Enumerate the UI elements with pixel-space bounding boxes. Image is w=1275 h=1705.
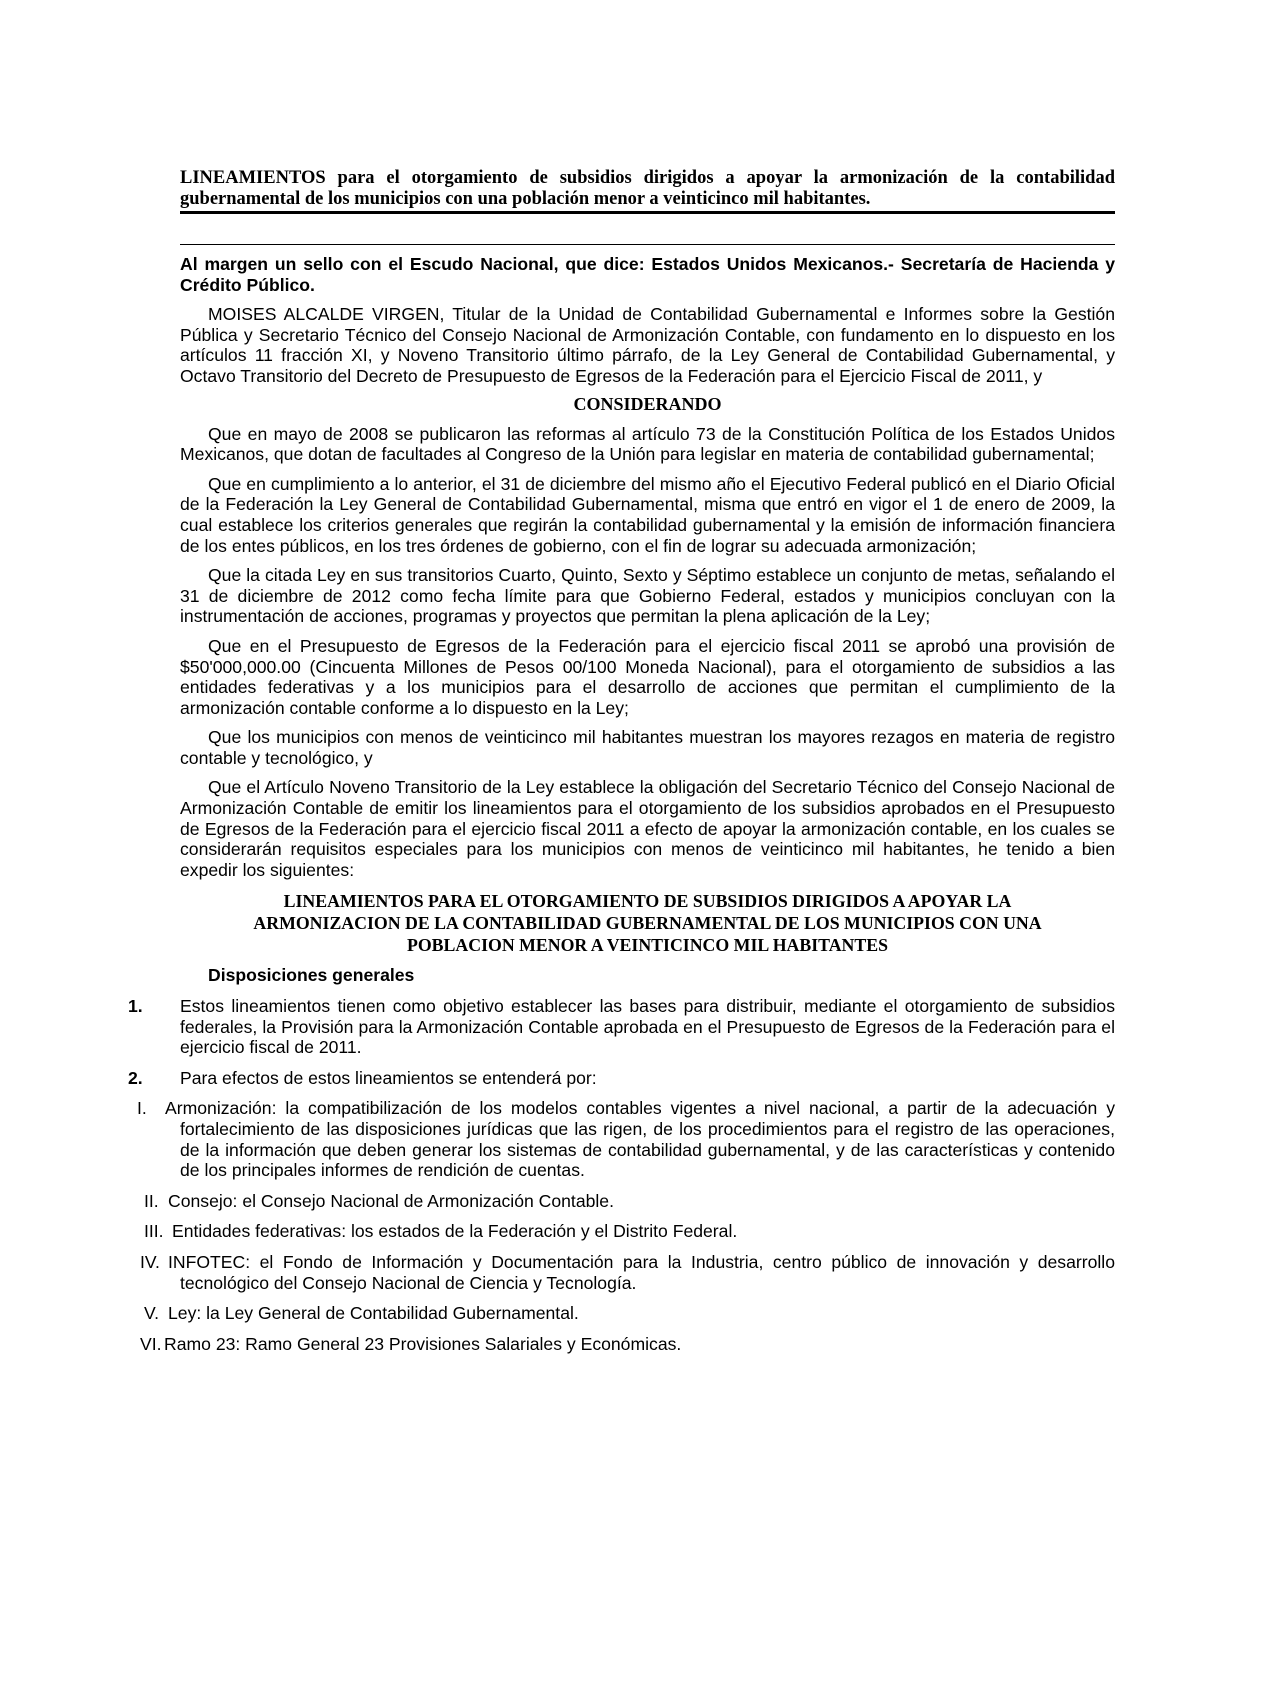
- item-text: Para efectos de estos lineamientos se entenderá por:: [180, 1067, 597, 1088]
- title-line-1: LINEAMIENTOS para el otorgamiento de subsidios dirigidos a apoyar la armonización de la contabilidad: [180, 168, 1115, 188]
- definition-item: [140, 1251, 1115, 1293]
- item-number: 2.: [128, 1067, 143, 1088]
- considerando-paragraph: Que los municipios con menos de veinticinco mil habitantes muestran los mayores rezagos en materia de registro contable y tecnológico, y: [180, 727, 1115, 768]
- definition-number: V.: [144, 1303, 160, 1324]
- main-heading-line-1: LINEAMIENTOS PARA EL OTORGAMIENTO DE SUBSIDIOS DIRIGIDOS A APOYAR LA: [283, 891, 1012, 912]
- definition-text: Consejo: el Consejo Nacional de Armonización Contable.: [168, 1190, 614, 1211]
- definition-number: VI.: [140, 1333, 162, 1354]
- item-text: Estos lineamientos tienen como objetivo establecer las bases para distribuir, mediante el otorgamiento de subsidios federales, la Provisión para la Armonización Contable aprobada en el Presupuesto de Egresos de la Federación para el ejercicio fiscal de 2011.: [180, 996, 1115, 1058]
- definition-item: [140, 1333, 1115, 1355]
- definition-text: Ley: la Ley General de Contabilidad Gubernamental.: [168, 1303, 579, 1324]
- considerando-paragraph: Que el Artículo Noveno Transitorio de la Ley establece la obligación del Secretario Técnico del Consejo Nacional de Armonización Contable de emitir los lineamientos para el otorgamiento de los subsidios aprobados en el Presupuesto de Egresos de la Federación para el ejercicio fiscal 2011 a efecto de apoyar la armonización contable, en los cuales se considerarán requisitos especiales para los municipios con menos de veinticinco mil habitantes, he tenido a bien expedir los siguientes:: [180, 777, 1115, 880]
- definition-text: Ramo 23: Ramo General 23 Provisiones Salariales y Económicas.: [164, 1333, 682, 1354]
- margin-note: Al margen un sello con el Escudo Nacional, que dice: Estados Unidos Mexicanos.- Secretaría de Hacienda y Crédito Público.: [180, 254, 1115, 295]
- definition-text: INFOTEC: el Fondo de Información y Documentación para la Industria, centro público de innovación y desarrollo tecnológico del Consejo Nacional de Ciencia y Tecnología.: [168, 1251, 1115, 1293]
- main-heading: [180, 890, 1115, 956]
- definition-item: [144, 1221, 1115, 1242]
- definition-number: II.: [144, 1190, 159, 1211]
- main-heading-line-2: ARMONIZACION DE LA CONTABILIDAD GUBERNAMENTAL DE LOS MUNICIPIOS CON UNA: [253, 913, 1042, 934]
- considerando-paragraph: Que la citada Ley en sus transitorios Cuarto, Quinto, Sexto y Séptimo establece un conjunto de metas, señalando el 31 de diciembre de 2012 como fecha límite para que Gobierno Federal, estados y municipios concluyan con la instrumentación de acciones, programas y proyectos que permitan la plena aplicación de la Ley;: [180, 565, 1115, 627]
- numbered-item: [128, 1067, 1115, 1089]
- considerando-paragraph: Que en el Presupuesto de Egresos de la Federación para el ejercicio fiscal 2011 se aprobó una provisión de $50'000,000.00 (Cincuenta Millones de Pesos 00/100 Moneda Nacional), para el otorgamiento de subsidios a las entidades federativas y a los municipios para el desarrollo de acciones que permitan el cumplimiento de la armonización contable conforme a lo dispuesto en la Ley;: [180, 635, 1115, 718]
- title-rule-thick: [180, 211, 1115, 214]
- considerando-paragraph: Que en cumplimiento a lo anterior, el 31 de diciembre del mismo año el Ejecutivo Federal publicó en el Diario Oficial de la Federación la Ley General de Contabilidad Gubernamental, misma que entró en vigor el 1 de enero de 2009, la cual establece los criterios generales que regirán la contabilidad gubernamental y la emisión de información financiera de los entes públicos, en los tres órdenes de gobierno, con el fin de lograr su adecuada armonización;: [180, 473, 1115, 556]
- section-heading: Disposiciones generales: [208, 965, 415, 986]
- document-title: [180, 168, 1115, 210]
- item-number: 1.: [128, 996, 143, 1017]
- intro-paragraph: MOISES ALCALDE VIRGEN, Titular de la Unidad de Contabilidad Gubernamental e Informes sobre la Gestión Pública y Secretario Técnico del Consejo Nacional de Armonización Contable, con fundamento en lo dispuesto en los artículos 11 fracción XI, y Noveno Transitorio último párrafo, de la Ley General de Contabilidad Gubernamental, y Octavo Transitorio del Decreto de Presupuesto de Egresos de la Federación para el Ejercicio Fiscal de 2011, y: [180, 304, 1115, 386]
- title-rule-thin: [180, 244, 1115, 245]
- main-heading-line-3: POBLACION MENOR A VEINTICINCO MIL HABITANTES: [406, 935, 888, 956]
- definition-item: [144, 1303, 1115, 1324]
- definition-text: Armonización: la compatibilización de los modelos contables vigentes a nivel nacional, a partir de la adecuación y fortalecimiento de las disposiciones jurídicas que las rigen, de los procedimientos para el registro de las operaciones, de la información que deben generar los sistemas de contabilidad gubernamental, y de las características y contenido de los principales informes de rendición de cuentas.: [165, 1098, 1115, 1181]
- definition-number: I.: [137, 1098, 147, 1119]
- definition-number: III.: [144, 1221, 164, 1242]
- definition-number: IV.: [140, 1251, 160, 1272]
- numbered-item: [128, 996, 1115, 1058]
- definition-item: [137, 1098, 1115, 1181]
- document-page: [128, 168, 1115, 1354]
- considerando-heading: CONSIDERANDO: [573, 393, 722, 414]
- definition-item: [144, 1190, 1115, 1212]
- title-line-2: gubernamental de los municipios con una población menor a veinticinco mil habitantes.: [180, 189, 871, 209]
- definition-text: Entidades federativas: los estados de la Federación y el Distrito Federal.: [172, 1221, 738, 1242]
- considerando-paragraph: Que en mayo de 2008 se publicaron las reformas al artículo 73 de la Constitución Política de los Estados Unidos Mexicanos, que dotan de facultades al Congreso de la Unión para legislar en materia de contabilidad gubernamental;: [180, 423, 1115, 465]
